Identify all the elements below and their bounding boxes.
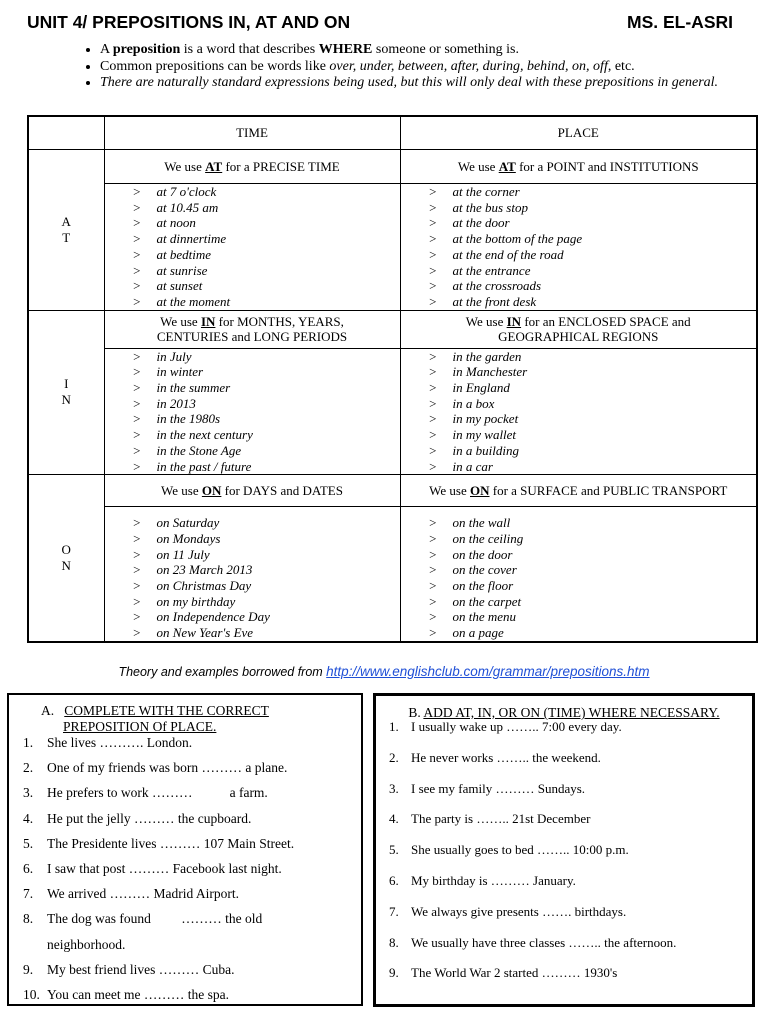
credit-line: Theory and examples borrowed from http://www.englishclub.com/grammar/prepositions.htm bbox=[118, 664, 650, 679]
bullet-arrow-icon: > bbox=[429, 530, 437, 546]
example-text: in July bbox=[156, 348, 192, 364]
example-text: at the end of the road bbox=[452, 246, 564, 262]
bullet-arrow-icon: > bbox=[133, 458, 141, 474]
question-text: neighborhood. bbox=[47, 936, 126, 952]
bullet-arrow-icon: > bbox=[133, 364, 141, 380]
bullet-arrow-icon: > bbox=[429, 278, 437, 294]
example-item bbox=[401, 231, 757, 247]
bullet-arrow-icon: > bbox=[429, 231, 437, 247]
question-number: 6. bbox=[389, 873, 399, 888]
at-place-examples bbox=[400, 184, 757, 311]
intro-item: • Common prepositions can be words like over, under, between, after, during, behind, on, off, etc. bbox=[100, 59, 760, 76]
example-text: on Saturday bbox=[156, 515, 220, 531]
example-text: at the front desk bbox=[452, 293, 537, 309]
bullet-arrow-icon: > bbox=[133, 215, 141, 231]
bullet-arrow-icon: > bbox=[133, 515, 141, 531]
bullet-arrow-icon: > bbox=[429, 562, 437, 578]
bullet-arrow-icon: > bbox=[429, 215, 437, 231]
example-item bbox=[105, 380, 400, 396]
example-text: on the wall bbox=[452, 515, 511, 531]
bullet-arrow-icon: > bbox=[429, 515, 437, 531]
row-label-at: A T bbox=[28, 150, 104, 311]
question-item bbox=[389, 781, 585, 797]
bullet-arrow-icon: > bbox=[429, 380, 437, 396]
question-item bbox=[389, 873, 576, 889]
example-text: in my wallet bbox=[452, 427, 517, 443]
question-item bbox=[23, 886, 239, 902]
example-text: on Mondays bbox=[156, 530, 221, 546]
question-item bbox=[389, 935, 676, 951]
example-text: on the door bbox=[452, 546, 513, 562]
example-text: on the cover bbox=[452, 562, 517, 578]
example-item bbox=[401, 349, 757, 365]
example-text: in the 1980s bbox=[156, 411, 221, 427]
example-text: on my birthday bbox=[156, 593, 236, 609]
question-text: You can meet me ……… the spa. bbox=[47, 987, 229, 1002]
question-number: 2. bbox=[23, 760, 34, 776]
question-number: 7. bbox=[389, 903, 399, 919]
bullet-arrow-icon: > bbox=[133, 562, 141, 578]
example-text: on the carpet bbox=[452, 593, 522, 609]
example-text: in the garden bbox=[452, 348, 522, 364]
example-text: in 2013 bbox=[156, 395, 196, 411]
bullet-arrow-icon: > bbox=[429, 293, 437, 309]
example-text: in my pocket bbox=[452, 411, 519, 427]
question-number: 3. bbox=[23, 785, 34, 801]
question-text: I see my family ……… Sundays. bbox=[411, 780, 586, 796]
example-item bbox=[105, 364, 400, 380]
example-item bbox=[401, 609, 757, 625]
example-text: on Christmas Day bbox=[156, 578, 252, 594]
bullet-arrow-icon: > bbox=[133, 231, 141, 247]
in-time-examples bbox=[104, 348, 400, 475]
example-item bbox=[401, 531, 757, 547]
bullet-arrow-icon: > bbox=[429, 546, 437, 562]
question-number: 9. bbox=[23, 961, 34, 977]
example-item bbox=[105, 247, 400, 263]
question-text: She usually goes to bed …….. 10:00 p.m. bbox=[411, 842, 629, 858]
example-item bbox=[401, 562, 757, 578]
question-text: We usually have three classes …….. the afternoon. bbox=[411, 934, 677, 950]
bullet-arrow-icon: > bbox=[133, 395, 141, 411]
example-item bbox=[105, 215, 400, 231]
example-text: in England bbox=[452, 380, 510, 396]
example-text: at 7 o'clock bbox=[156, 184, 217, 199]
example-text: at dinnertime bbox=[156, 231, 227, 247]
example-text: at the entrance bbox=[452, 262, 531, 278]
exercise-a-heading: A. COMPLETE WITH THE CORRECT PREPOSITION Of PLACE. bbox=[41, 703, 269, 734]
example-item bbox=[105, 547, 400, 563]
in-place-examples bbox=[400, 348, 757, 475]
bullet-arrow-icon: > bbox=[429, 593, 437, 609]
question-item bbox=[389, 965, 617, 981]
prepositions-table bbox=[27, 115, 758, 643]
example-text: in winter bbox=[156, 364, 204, 380]
example-item bbox=[401, 294, 757, 310]
bullet-arrow-icon: > bbox=[429, 442, 437, 458]
bullet-arrow-icon: > bbox=[133, 199, 141, 215]
question-item bbox=[389, 719, 622, 735]
bullet-arrow-icon: > bbox=[429, 395, 437, 411]
bullet-arrow-icon: > bbox=[429, 184, 437, 199]
example-item bbox=[401, 380, 757, 396]
example-item bbox=[105, 594, 400, 610]
bullet-arrow-icon: > bbox=[133, 348, 141, 364]
on-time-examples bbox=[104, 507, 400, 642]
question-number: 8. bbox=[389, 934, 399, 950]
bullet-arrow-icon: > bbox=[429, 199, 437, 215]
question-item bbox=[23, 785, 268, 801]
on-place-examples bbox=[400, 507, 757, 642]
example-text: on 23 March 2013 bbox=[156, 562, 253, 578]
bullet-arrow-icon: > bbox=[133, 184, 141, 199]
question-text: I saw that post ……… Facebook last night. bbox=[47, 861, 282, 876]
example-item bbox=[105, 459, 400, 475]
row-label-on: O N bbox=[28, 475, 104, 642]
example-item bbox=[105, 427, 400, 443]
question-item bbox=[23, 937, 125, 953]
example-text: at the crossroads bbox=[452, 278, 542, 294]
example-item bbox=[401, 396, 757, 412]
question-number: 4. bbox=[23, 810, 34, 826]
question-item bbox=[23, 962, 234, 978]
example-text: at the bus stop bbox=[452, 199, 528, 215]
question-text: She lives ………. London. bbox=[47, 735, 193, 750]
question-item bbox=[23, 760, 287, 776]
example-item bbox=[401, 443, 757, 459]
question-text: We always give presents ……. birthdays. bbox=[411, 903, 627, 919]
bullet-arrow-icon: > bbox=[429, 578, 437, 594]
example-item bbox=[401, 215, 757, 231]
bullet-arrow-icon: > bbox=[429, 625, 437, 641]
example-item bbox=[105, 294, 400, 310]
example-text: at sunrise bbox=[156, 262, 208, 278]
question-text: My birthday is ……… January. bbox=[411, 873, 576, 888]
example-item bbox=[105, 531, 400, 547]
in-time-rule: We use IN for MONTHS, YEARS, CENTURIES and LONG PERIODS bbox=[104, 310, 400, 348]
example-item bbox=[401, 594, 757, 610]
example-item bbox=[401, 625, 757, 641]
example-item bbox=[105, 184, 400, 200]
bullet-arrow-icon: > bbox=[133, 593, 141, 609]
bullet-arrow-icon: > bbox=[133, 427, 141, 443]
on-place-rule: We use ON for a SURFACE and PUBLIC TRANSPORT bbox=[400, 475, 757, 507]
bullet-arrow-icon: > bbox=[429, 364, 437, 380]
question-text: The dog was found ……… the old bbox=[47, 911, 263, 927]
bullet-arrow-icon: > bbox=[429, 411, 437, 427]
bullet-arrow-icon: > bbox=[133, 442, 141, 458]
at-time-examples bbox=[104, 184, 400, 311]
question-item bbox=[389, 842, 629, 858]
bullet-arrow-icon: > bbox=[133, 278, 141, 294]
question-text: The Presidente lives ……… 107 Main Street. bbox=[47, 835, 295, 851]
exercise-b-box bbox=[373, 693, 755, 1007]
question-number: 4. bbox=[389, 811, 399, 827]
question-item bbox=[23, 811, 251, 827]
example-item bbox=[105, 263, 400, 279]
question-item bbox=[23, 987, 229, 1003]
example-text: in the past / future bbox=[156, 458, 252, 474]
intro-item: • A preposition is a word that describes WHERE someone or something is. bbox=[100, 42, 760, 59]
at-place-rule: We use AT for a POINT and INSTITUTIONS bbox=[400, 150, 757, 184]
example-item bbox=[105, 200, 400, 216]
example-text: at noon bbox=[156, 215, 196, 231]
example-text: on the floor bbox=[452, 578, 514, 594]
question-text: He never works …….. the weekend. bbox=[411, 749, 601, 765]
question-number: 9. bbox=[389, 965, 399, 981]
example-item bbox=[105, 609, 400, 625]
in-place-rule: We use IN for an ENCLOSED SPACE and GEOGRAPHICAL REGIONS bbox=[400, 310, 757, 348]
question-text: He prefers to work ……… a farm. bbox=[47, 785, 268, 801]
bullet-arrow-icon: > bbox=[133, 578, 141, 594]
bullet-arrow-icon: > bbox=[133, 411, 141, 427]
intro-item: • There are naturally standard expressions being used, but this will only deal with these prepositions in general. bbox=[100, 75, 760, 92]
row-label-in: I N bbox=[28, 310, 104, 475]
bullet-arrow-icon: > bbox=[429, 427, 437, 443]
question-number: 5. bbox=[23, 835, 34, 851]
question-number: 8. bbox=[23, 911, 34, 927]
example-item bbox=[401, 515, 757, 531]
example-item bbox=[401, 411, 757, 427]
on-time-rule: We use ON for DAYS and DATES bbox=[104, 475, 400, 507]
question-text: One of my friends was born ……… a plane. bbox=[47, 760, 288, 776]
exercise-a-box bbox=[7, 693, 363, 1006]
example-item bbox=[105, 231, 400, 247]
example-text: in a building bbox=[452, 442, 519, 458]
page-title: UNIT 4/ PREPOSITIONS IN, AT AND ON bbox=[27, 12, 351, 32]
bullet-arrow-icon: > bbox=[133, 262, 141, 278]
example-item bbox=[105, 396, 400, 412]
bullet-arrow-icon: > bbox=[429, 609, 437, 625]
bullet-arrow-icon: > bbox=[429, 348, 437, 364]
example-text: in a box bbox=[452, 395, 495, 411]
example-text: in a car bbox=[452, 458, 493, 474]
example-text: at sunset bbox=[156, 278, 203, 294]
bullet-arrow-icon: > bbox=[133, 625, 141, 641]
example-item bbox=[401, 184, 757, 200]
time-header: TIME bbox=[104, 116, 400, 150]
place-header: PLACE bbox=[400, 116, 757, 150]
example-text: in the summer bbox=[156, 380, 231, 396]
example-item bbox=[401, 547, 757, 563]
bullet-arrow-icon: > bbox=[429, 458, 437, 474]
bullet-arrow-icon: > bbox=[133, 530, 141, 546]
question-item bbox=[23, 911, 262, 927]
example-text: at 10.45 am bbox=[156, 199, 219, 215]
source-link[interactable]: http://www.englishclub.com/grammar/prepositions.htm bbox=[326, 664, 650, 679]
example-item bbox=[401, 427, 757, 443]
example-item bbox=[401, 247, 757, 263]
question-item bbox=[389, 811, 590, 827]
at-time-rule: We use AT for a PRECISE TIME bbox=[104, 150, 400, 184]
example-text: in the next century bbox=[156, 427, 253, 443]
example-text: at the door bbox=[452, 215, 510, 231]
example-item bbox=[105, 515, 400, 531]
example-item bbox=[105, 411, 400, 427]
intro-list bbox=[74, 42, 760, 92]
question-number: 6. bbox=[23, 861, 34, 876]
example-text: on the menu bbox=[452, 609, 517, 625]
example-item bbox=[105, 349, 400, 365]
question-text: We arrived ……… Madrid Airport. bbox=[47, 886, 239, 902]
example-text: at the corner bbox=[452, 184, 520, 199]
example-text: on the ceiling bbox=[452, 530, 524, 546]
example-text: on New Year's Eve bbox=[156, 625, 254, 641]
example-item bbox=[401, 200, 757, 216]
bullet-arrow-icon: > bbox=[133, 293, 141, 309]
question-item bbox=[389, 750, 601, 766]
question-item bbox=[23, 836, 294, 852]
question-text: The party is …….. 21st December bbox=[411, 811, 591, 827]
question-number: 5. bbox=[389, 842, 399, 858]
example-text: at the bottom of the page bbox=[452, 231, 583, 247]
example-text: on 11 July bbox=[156, 546, 210, 562]
example-item bbox=[105, 562, 400, 578]
example-item bbox=[401, 263, 757, 279]
bullet-arrow-icon: > bbox=[429, 262, 437, 278]
bullet-arrow-icon: > bbox=[133, 609, 141, 625]
exercise-b-heading: B. ADD AT, IN, OR ON (TIME) WHERE NECESSARY. bbox=[408, 705, 720, 720]
bullet-arrow-icon: > bbox=[133, 246, 141, 262]
question-item bbox=[389, 904, 626, 920]
bullet-arrow-icon: > bbox=[429, 246, 437, 262]
bullet-arrow-icon: > bbox=[133, 546, 141, 562]
example-text: in the Stone Age bbox=[156, 442, 242, 458]
question-text: He put the jelly ……… the cupboard. bbox=[47, 810, 252, 826]
question-number: 3. bbox=[389, 780, 399, 796]
example-text: at the moment bbox=[156, 293, 231, 309]
question-number: 10. bbox=[23, 987, 40, 1002]
question-text: The World War 2 started ……… 1930's bbox=[411, 965, 618, 981]
example-text: on a page bbox=[452, 625, 504, 641]
question-number: 7. bbox=[23, 886, 34, 902]
example-item bbox=[401, 278, 757, 294]
question-text: My best friend lives ……… Cuba. bbox=[47, 961, 235, 977]
author-name: MS. EL-ASRI bbox=[627, 12, 733, 32]
example-item bbox=[401, 459, 757, 475]
question-number: 2. bbox=[389, 749, 399, 765]
example-text: in Manchester bbox=[452, 364, 528, 380]
example-item bbox=[105, 578, 400, 594]
question-item bbox=[23, 861, 282, 877]
example-item bbox=[105, 625, 400, 641]
question-number: 1. bbox=[389, 719, 399, 734]
question-item bbox=[23, 735, 192, 751]
example-item bbox=[401, 578, 757, 594]
bullet-arrow-icon: > bbox=[133, 380, 141, 396]
example-text: on Independence Day bbox=[156, 609, 270, 625]
question-number: 1. bbox=[23, 735, 34, 750]
question-text: I usually wake up …….. 7:00 every day. bbox=[411, 719, 622, 734]
example-item bbox=[401, 364, 757, 380]
corner-cell bbox=[28, 116, 104, 150]
example-item bbox=[105, 443, 400, 459]
example-text: at bedtime bbox=[156, 246, 212, 262]
example-item bbox=[105, 278, 400, 294]
